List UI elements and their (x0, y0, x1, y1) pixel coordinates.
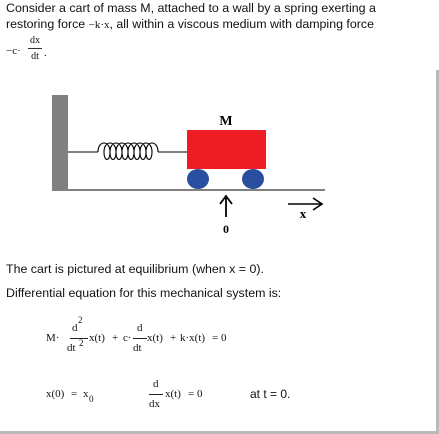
differential-equation-intro: Differential equation for this mechanical system is: (6, 286, 282, 300)
spring (68, 143, 187, 160)
origin-label: 0 (223, 222, 229, 236)
damping-denominator: dt (31, 51, 39, 62)
initial-velocity-equals-zero: = 0 (188, 388, 203, 400)
eq-first-derivative-dt: dt (133, 342, 142, 354)
initial-conditions (46, 378, 306, 414)
eq-plus-2: + (170, 332, 177, 344)
eq-x-of-t-1: x(t) (89, 332, 105, 344)
eq-first-derivative-bar (133, 338, 147, 339)
initial-position-lhs: x(0) (46, 388, 65, 400)
intro-line-2-suffix: , all within a viscous medium with damping force (109, 16, 374, 31)
intro-paragraph (6, 1, 434, 33)
initial-velocity-bar (149, 394, 163, 395)
initial-velocity-d: d (153, 378, 159, 390)
eq-second-derivative-exponent: 2 (78, 315, 83, 325)
initial-position-rhs: x (83, 388, 89, 400)
eq-second-derivative-dt-exponent: 2 (79, 338, 84, 348)
wall (52, 95, 68, 191)
cart-wheel-right (242, 169, 264, 189)
spring-mass-diagram (40, 95, 340, 240)
damping-numerator: dx (30, 35, 40, 46)
initial-velocity-x-of-t: x(t) (165, 388, 181, 400)
eq-first-derivative-d: d (137, 322, 143, 334)
intro-line-1: Consider a cart of mass M, attached to a wall by a spring exerting a (6, 1, 376, 15)
initial-position-equals: = (71, 388, 78, 400)
eq-mass-term: M· (46, 332, 60, 344)
initial-time-statement: at t = 0. (250, 387, 291, 401)
eq-damping-coefficient: c· (123, 332, 132, 344)
intro-line-2-prefix: restoring force (6, 16, 89, 31)
differential-equation (46, 315, 236, 362)
equilibrium-statement: The cart is pictured at equilibrium (when x = 0). (6, 262, 264, 276)
eq-plus-1: + (112, 332, 119, 344)
eq-second-derivative-dt: dt (67, 342, 76, 354)
eq-x-of-t-2: x(t) (147, 332, 163, 344)
initial-position-subscript: 0 (89, 394, 94, 404)
eq-equals-zero: = 0 (212, 332, 227, 344)
damping-period: . (44, 47, 47, 59)
eq-second-derivative-d: d (72, 322, 78, 334)
origin-arrow (220, 196, 232, 217)
x-axis-label: x (299, 206, 307, 221)
restoring-force-expression: −k·x (88, 18, 110, 31)
damping-fraction-bar (28, 48, 42, 49)
cart-wheel-left (187, 169, 209, 189)
damping-coefficient: −c· (6, 45, 21, 57)
initial-velocity-dx: dx (149, 398, 160, 410)
cart-body (187, 130, 266, 169)
eq-spring-term: k·x(t) (180, 332, 206, 344)
mass-label: M (219, 114, 233, 129)
intro-line-2 (6, 17, 434, 34)
